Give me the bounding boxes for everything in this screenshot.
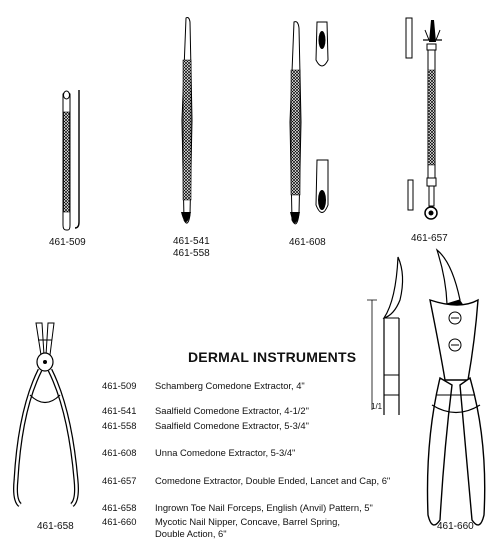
item-description: Ingrown Toe Nail Forceps, English (Anvil) Pattern, 5" xyxy=(155,502,373,513)
item-code: 461-660 xyxy=(102,516,137,527)
item-code: 461-608 xyxy=(102,447,137,458)
catalog-row xyxy=(102,516,340,527)
nail-nipper-drawing xyxy=(428,250,485,525)
catalog-row xyxy=(102,475,390,486)
catalog-row xyxy=(102,405,309,416)
double-ended-extractor-drawing xyxy=(406,18,442,219)
unna-extractor-drawing xyxy=(290,22,328,224)
figure-label-461-541: 461-541 xyxy=(173,236,210,247)
figure-label-461-657: 461-657 xyxy=(411,233,448,244)
item-description: Saalfield Comedone Extractor, 4-1/2" xyxy=(155,405,309,416)
scale-mark: 1/1 xyxy=(371,402,383,411)
item-code: 461-541 xyxy=(102,405,137,416)
toe-nail-forceps-drawing xyxy=(16,323,77,505)
figure-label-461-558: 461-558 xyxy=(173,248,210,259)
blade-side-view-drawing xyxy=(367,257,403,415)
item-description: Schamberg Comedone Extractor, 4" xyxy=(155,380,305,391)
item-description: Unna Comedone Extractor, 5-3/4" xyxy=(155,447,296,458)
catalog-row xyxy=(102,502,373,513)
figure-label-461-509: 461-509 xyxy=(49,237,86,248)
item-description: Saalfield Comedone Extractor, 5-3/4" xyxy=(155,420,309,431)
figure-label-461-660: 461-660 xyxy=(437,521,474,532)
figure-label-461-608: 461-608 xyxy=(289,237,326,248)
item-code: 461-658 xyxy=(102,502,137,513)
figure-label-461-658: 461-658 xyxy=(37,521,74,532)
item-code: 461-509 xyxy=(102,380,137,391)
item-description-continued: Double Action, 6" xyxy=(155,528,227,539)
catalog-row xyxy=(102,380,305,391)
item-description: Mycotic Nail Nipper, Concave, Barrel Spring, xyxy=(155,516,340,527)
item-description: Comedone Extractor, Double Ended, Lancet and Cap, 6" xyxy=(155,475,391,486)
saalfield-extractor-drawing xyxy=(181,18,192,224)
item-code: 461-657 xyxy=(102,475,137,486)
catalog-row xyxy=(102,447,295,458)
item-code: 461-558 xyxy=(102,420,137,431)
schamberg-extractor-drawing xyxy=(63,90,79,230)
section-title: DERMAL INSTRUMENTS xyxy=(188,349,357,365)
catalog-row xyxy=(102,420,309,431)
